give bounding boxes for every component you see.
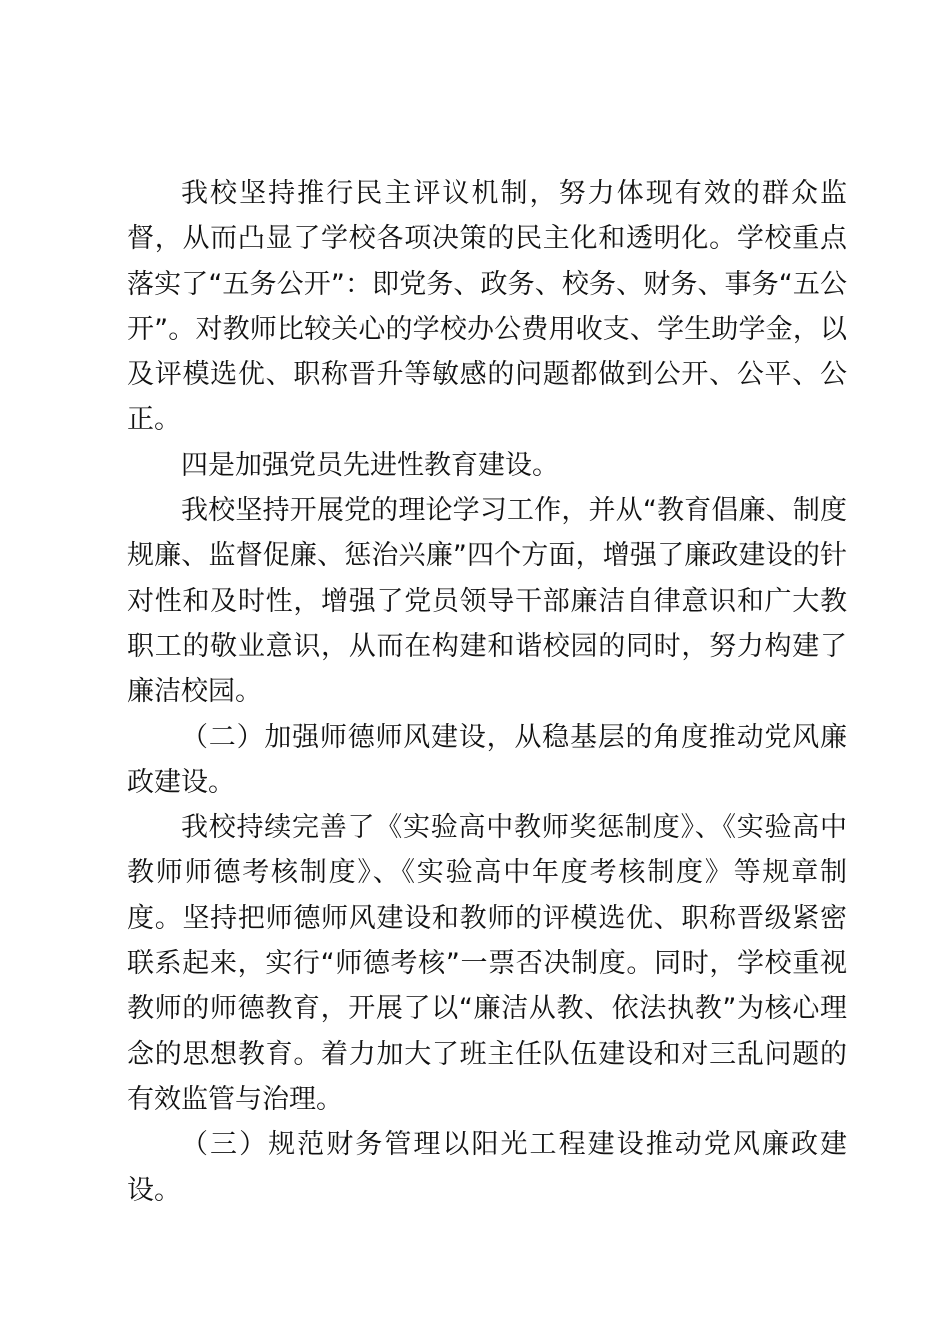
- heading-section-three: （三）规范财务管理以阳光工程建设推动党风廉政建设。: [127, 1129, 847, 1206]
- paragraph-democratic-review: 我校坚持推行民主评议机制，努力体现有效的群众监督，从而凸显了学校各项决策的民主化和透明化。学校重点落实了“五务公开”：即党务、政务、校务、财务、事务“五公开”。对教师比较关心的学校办公费用收支、学生助学金，以及评模选优、职称晋升等敏感的问题都做到公开、公平、公正。: [127, 178, 847, 436]
- body-text: [127, 171, 847, 1213]
- paragraph-theory-study: 我校坚持开展党的理论学习工作，并从“教育倡廉、制度规廉、监督促廉、惩治兴廉”四个方面，增强了廉政建设的针对性和及时性，增强了党员领导干部廉洁自律意识和广大教职工的敬业意识，从而在构建和谐校园的同时，努力构建了廉洁校园。: [127, 495, 847, 708]
- paragraph-teacher-ethics: 我校持续完善了《实验高中教师奖惩制度》、《实验高中教师师德考核制度》、《实验高中年度考核制度》等规章制度。坚持把师德师风建设和教师的评模选优、职称晋级紧密联系起来，实行“师德考核”一票否决制度。同时，学校重视教师的师德教育，开展了以“廉洁从教、依法执教”为核心理念的思想教育。着力加大了班主任队伍建设和对三乱问题的有效监管与治理。: [127, 812, 847, 1115]
- heading-section-two: （二）加强师德师风建设，从稳基层的角度推动党风廉政建设。: [127, 721, 847, 798]
- heading-party-member-education: 四是加强党员先进性教育建设。: [181, 449, 559, 481]
